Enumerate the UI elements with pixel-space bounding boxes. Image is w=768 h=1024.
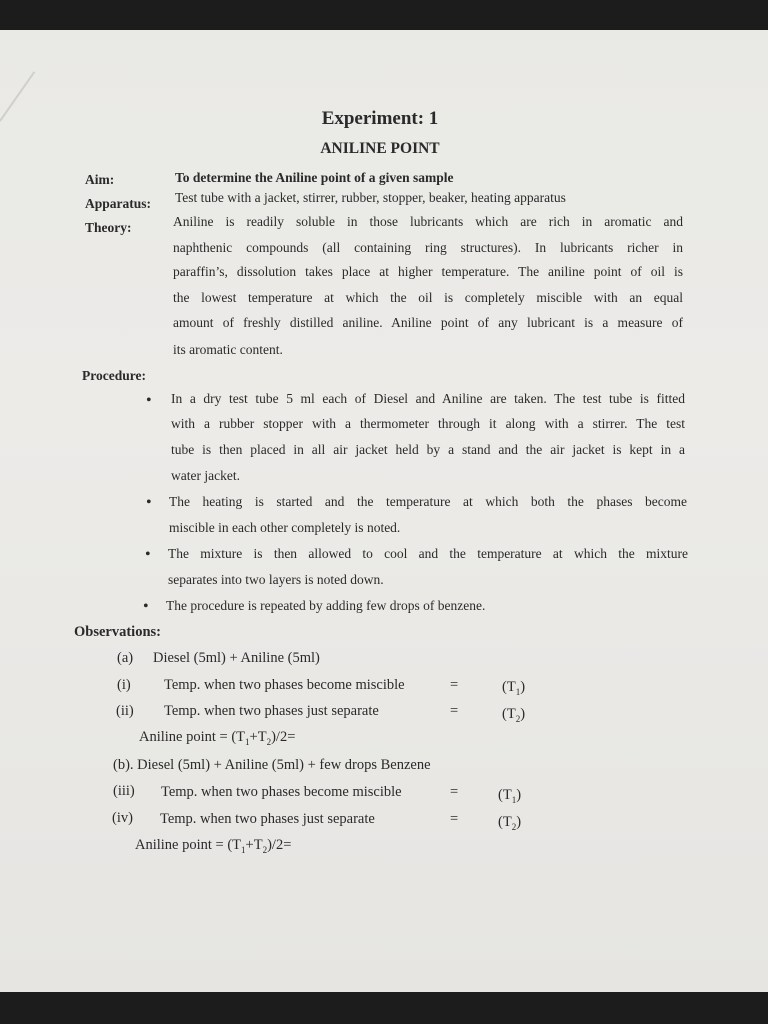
temperature-symbol: $(T_2)$ [502, 706, 526, 724]
row-number: (i) [117, 677, 131, 693]
bullet-marker: • [146, 392, 152, 409]
row-number: (ii) [116, 703, 134, 719]
theory-line: the lowest temperature at which the oil is completely miscible with an equal [173, 290, 683, 305]
procedure-step-line: with a rubber stopper with a thermometer through it along with a stirrer. The test [171, 416, 685, 431]
procedure-label: Procedure: [82, 368, 146, 383]
aniline-point-result-a: Aniline point = $(T_1+T_2)/2=$ [139, 729, 296, 747]
row-description: Temp. when two phases just separate [160, 811, 375, 827]
bullet-marker: • [146, 494, 152, 511]
theory-line: paraffin’s, dissolution takes place at higher temperature. The aniline point of oil is [173, 264, 683, 279]
experiment-title: Experiment: 1 [321, 108, 439, 129]
bullet-marker: • [145, 546, 151, 563]
theory-line: naphthenic compounds (all containing ring structures). In lubricants richer in [173, 240, 683, 255]
temperature-symbol: $(T_1)$ [502, 679, 526, 697]
equals-sign: = [450, 703, 459, 719]
aim-label: Aim: [85, 172, 115, 187]
row-description: Temp. when two phases become miscible [164, 677, 405, 693]
row-description: Temp. when two phases just separate [164, 703, 379, 719]
part-a-marker: (a) [117, 650, 134, 666]
equals-sign: = [450, 811, 459, 827]
theory-label: Theory: [85, 220, 132, 235]
procedure-step-line: separates into two layers is noted down. [168, 572, 384, 587]
theory-line: its aromatic content. [173, 342, 283, 357]
equals-sign: = [450, 677, 459, 693]
part-a-heading: Diesel (5ml) + Aniline (5ml) [153, 650, 320, 666]
procedure-step-line: miscible in each other completely is noted. [169, 520, 401, 535]
procedure-step-line: tube is then placed in all air jacket held by a stand and the air jacket is kept in a [171, 442, 685, 457]
theory-line: Aniline is readily soluble in those lubricants which are rich in aromatic and [173, 214, 683, 229]
temperature-symbol: $(T_1)$ [498, 787, 522, 805]
aniline-point-result-b: Aniline point = $(T_1+T_2)/2=$ [135, 837, 292, 855]
row-description: Temp. when two phases become miscible [161, 784, 402, 800]
aim-text: To determine the Aniline point of a given sample [175, 170, 454, 185]
observations-label: Observations: [74, 624, 161, 640]
procedure-step-line: The procedure is repeated by adding few drops of benzene. [166, 598, 486, 613]
apparatus-text: Test tube with a jacket, stirrer, rubber, stopper, beaker, heating apparatus [175, 190, 566, 205]
row-number: (iii) [113, 783, 135, 799]
apparatus-label: Apparatus: [85, 196, 152, 211]
procedure-step-line: The heating is started and the temperature at which both the phases become [169, 494, 687, 509]
row-number: (iv) [112, 810, 133, 826]
temperature-symbol: $(T_2)$ [498, 814, 522, 832]
experiment-subtitle: ANILINE POINT [320, 140, 440, 157]
equals-sign: = [450, 784, 459, 800]
part-b-heading: (b). Diesel (5ml) + Aniline (5ml) + few drops Benzene [113, 757, 431, 773]
procedure-step-line: In a dry test tube 5 ml each of Diesel and Aniline are taken. The test tube is fitted [171, 391, 685, 406]
theory-line: amount of freshly distilled aniline. Aniline point of any lubricant is a measure of [173, 315, 683, 330]
procedure-step-line: water jacket. [171, 468, 240, 483]
procedure-step-line: The mixture is then allowed to cool and the temperature at which the mixture [168, 546, 688, 561]
bullet-marker: • [143, 598, 149, 615]
